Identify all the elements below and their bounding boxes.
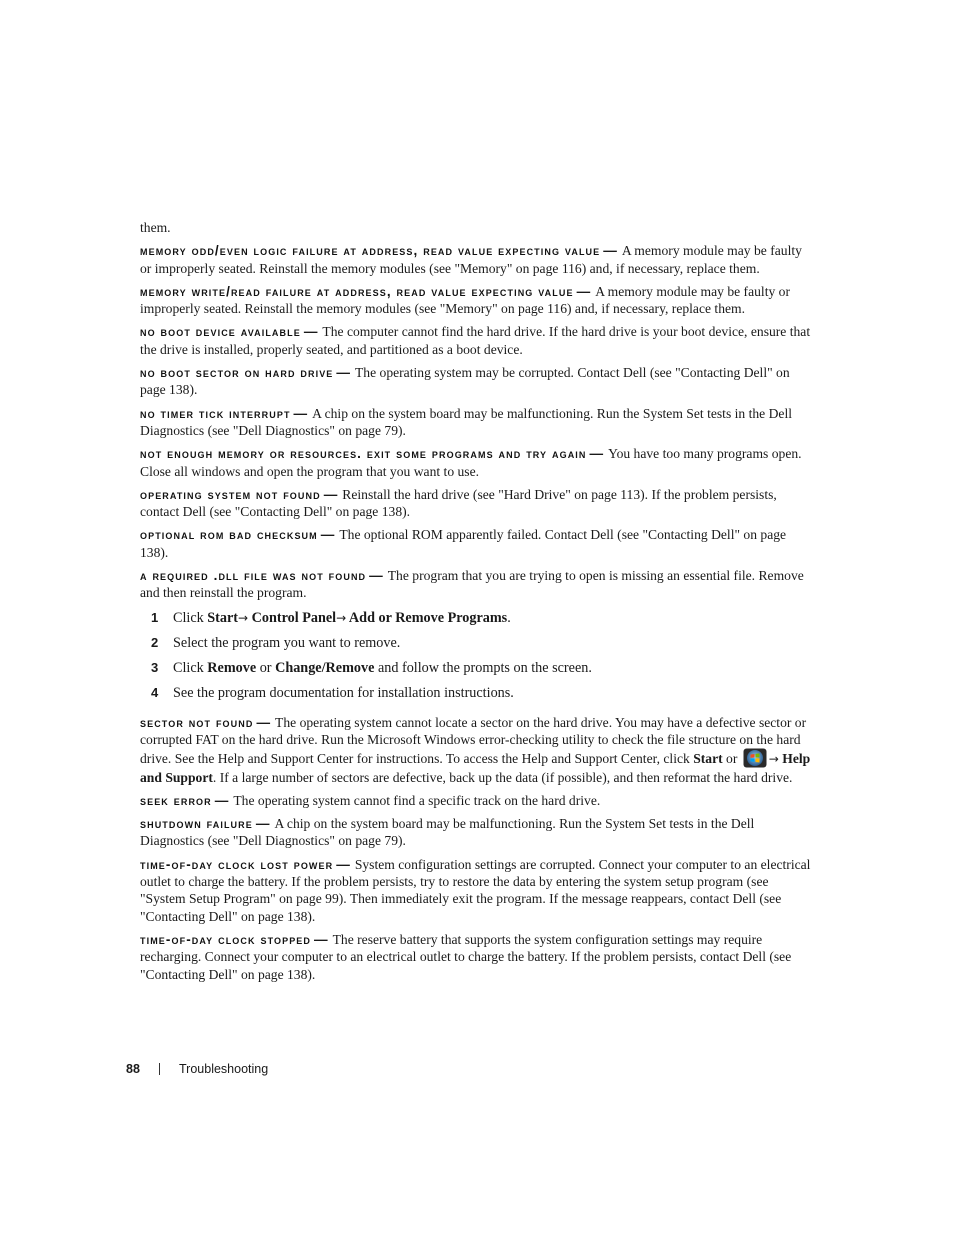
step-item (140, 658, 814, 683)
message-body: A memory module may be faulty or improperly seated. Reinstall the memory modules (see "Memory" on page 116) and, if necessary, replace them. (140, 283, 790, 317)
message-heading: not enough memory or resources. exit some programs and try again (140, 446, 587, 462)
message-body: A chip on the system board may be malfunctioning. Run the System Set tests in the Dell Diagnostics (see "Dell Diagnostics" on page 79). (140, 405, 793, 438)
message-body: A chip on the system board may be malfunctioning. Run the System Set tests in the Dell Diagnostics (see "Dell Diagnostics" on page 79). (140, 816, 755, 849)
step-item (140, 608, 814, 633)
em-dash: — (293, 405, 308, 421)
step-item (140, 683, 814, 708)
step-text: Click (173, 609, 208, 626)
message-body: The operating system cannot locate a sector on the hard drive. You may have a defective sector or corrupted FAT on the hard drive. Run the Microsoft Windows error-checking utility to check the file structure on the hard drive. See the Help and Support Center for instructions. To access the Help and Support Center, click (140, 714, 807, 767)
message-heading: no timer tick interrupt (140, 405, 291, 421)
steps-list (140, 608, 814, 708)
message-entry (140, 323, 814, 358)
em-dash: — (589, 446, 604, 462)
message-entry (140, 856, 814, 925)
step-number: 4 (151, 684, 159, 700)
message-body: The operating system cannot find a specific track on the hard drive. (233, 792, 601, 808)
message-entry (140, 445, 814, 480)
message-body: Reinstall the hard drive (see "Hard Drive" on page 113). If the problem persists, contact Dell (see "Contacting Dell" on page 138). (140, 486, 777, 520)
section-name: Troubleshooting (179, 1062, 269, 1076)
em-dash: — (256, 714, 271, 730)
page-number: 88 (126, 1062, 140, 1076)
message-heading: memory odd/even logic failure at address, read value expecting value (140, 243, 601, 259)
help-support-label: Help and Support (140, 751, 811, 785)
message-entry (140, 792, 814, 809)
message-heading: a required .dll file was not found (140, 568, 367, 584)
message-body: The reserve battery that supports the system configuration settings may require recharging. Connect your computer to an electrical outlet to charge the battery. If the problem persists, contact Dell (see "Contacting Dell" on page 138). (140, 931, 792, 982)
message-body: or (722, 751, 741, 767)
page-content (140, 219, 814, 989)
step-text: Select the program you want to remove. (173, 634, 401, 651)
step-number: 3 (151, 659, 159, 675)
step-number: 1 (151, 609, 159, 625)
em-dash: — (336, 365, 350, 381)
message-entry (140, 486, 814, 521)
em-dash: — (255, 816, 270, 832)
em-dash: — (314, 931, 328, 947)
message-heading: optional rom bad checksum (140, 527, 318, 543)
message-body: The computer cannot find the hard drive. If the hard drive is your boot device, ensure that the drive is installed, properly seated, and partitioned as a boot device. (140, 324, 811, 357)
intro-line: them. (140, 220, 171, 235)
footer-divider (159, 1063, 160, 1075)
em-dash: — (214, 792, 229, 808)
arrow-icon: → (336, 610, 347, 625)
em-dash: — (320, 527, 335, 543)
message-entry (140, 714, 814, 786)
message-entry (140, 526, 814, 561)
em-dash: — (323, 486, 338, 502)
step-text: . (507, 609, 511, 626)
message-body: . If a large number of sectors are defective, back up the data (if possible), and then reformat the hard drive. (212, 769, 793, 785)
message-entry (140, 567, 814, 602)
message-body: System configuration settings are corrupted. Connect your computer to an electrical outlet to charge the battery. If the problem persists, try to restore the data by entering the system setup program (see "System Setup Program" on page 99). Then immediately exit the program. If the message reappears, contact Dell (see "Contacting Dell" on page 138). (140, 856, 811, 924)
change-remove-label: Change/Remove (275, 659, 375, 676)
step-item (140, 633, 814, 658)
remove-label: Remove (207, 659, 257, 676)
message-heading: time-of-day clock lost power (140, 856, 334, 872)
add-remove-programs-label: Add or Remove Programs (346, 609, 508, 626)
message-heading: no boot sector on hard drive (140, 365, 334, 381)
windows-start-icon (743, 748, 767, 768)
message-heading: seek error (140, 792, 212, 808)
step-number: 2 (151, 634, 159, 650)
em-dash: — (336, 856, 350, 872)
message-entry (140, 242, 814, 277)
step-text: See the program documentation for installation instructions. (173, 684, 514, 701)
arrow-icon: → (238, 610, 249, 625)
arrow-icon: → (768, 752, 779, 767)
em-dash: — (603, 243, 617, 259)
message-entry (140, 405, 814, 440)
step-text: or (256, 659, 276, 676)
message-body: The operating system may be corrupted. Contact Dell (see "Contacting Dell" on page 138). (140, 365, 790, 398)
message-entry (140, 364, 814, 399)
start-label: Start (693, 751, 723, 767)
message-heading: no boot device available (140, 324, 301, 340)
step-text: and follow the prompts on the screen. (374, 659, 592, 676)
message-heading: sector not found (140, 714, 254, 730)
message-body: The optional ROM apparently failed. Contact Dell (see "Contacting Dell" on page 138). (140, 527, 787, 560)
em-dash: — (576, 283, 591, 299)
message-body: You have too many programs open. Close all windows and open the program that you want to use. (140, 446, 802, 479)
message-entry (140, 815, 814, 850)
message-heading: time-of-day clock stopped (140, 931, 312, 947)
message-body: A memory module may be faulty or improperly seated. Reinstall the memory modules (see "Memory" on page 116) and, if necessary, replace them. (140, 243, 802, 276)
em-dash: — (369, 568, 383, 584)
message-heading: operating system not found (140, 486, 321, 502)
message-entry (140, 931, 814, 983)
start-label: Start (207, 609, 239, 626)
control-panel-label: Control Panel (248, 609, 337, 626)
message-entry (140, 283, 814, 318)
step-text: Click (173, 659, 208, 676)
message-heading: shutdown failure (140, 816, 253, 832)
message-body: The program that you are trying to open is missing an essential file. Remove and then reinstall the program. (140, 568, 804, 601)
em-dash: — (303, 324, 318, 340)
message-heading: memory write/read failure at address, read value expecting value (140, 283, 574, 299)
